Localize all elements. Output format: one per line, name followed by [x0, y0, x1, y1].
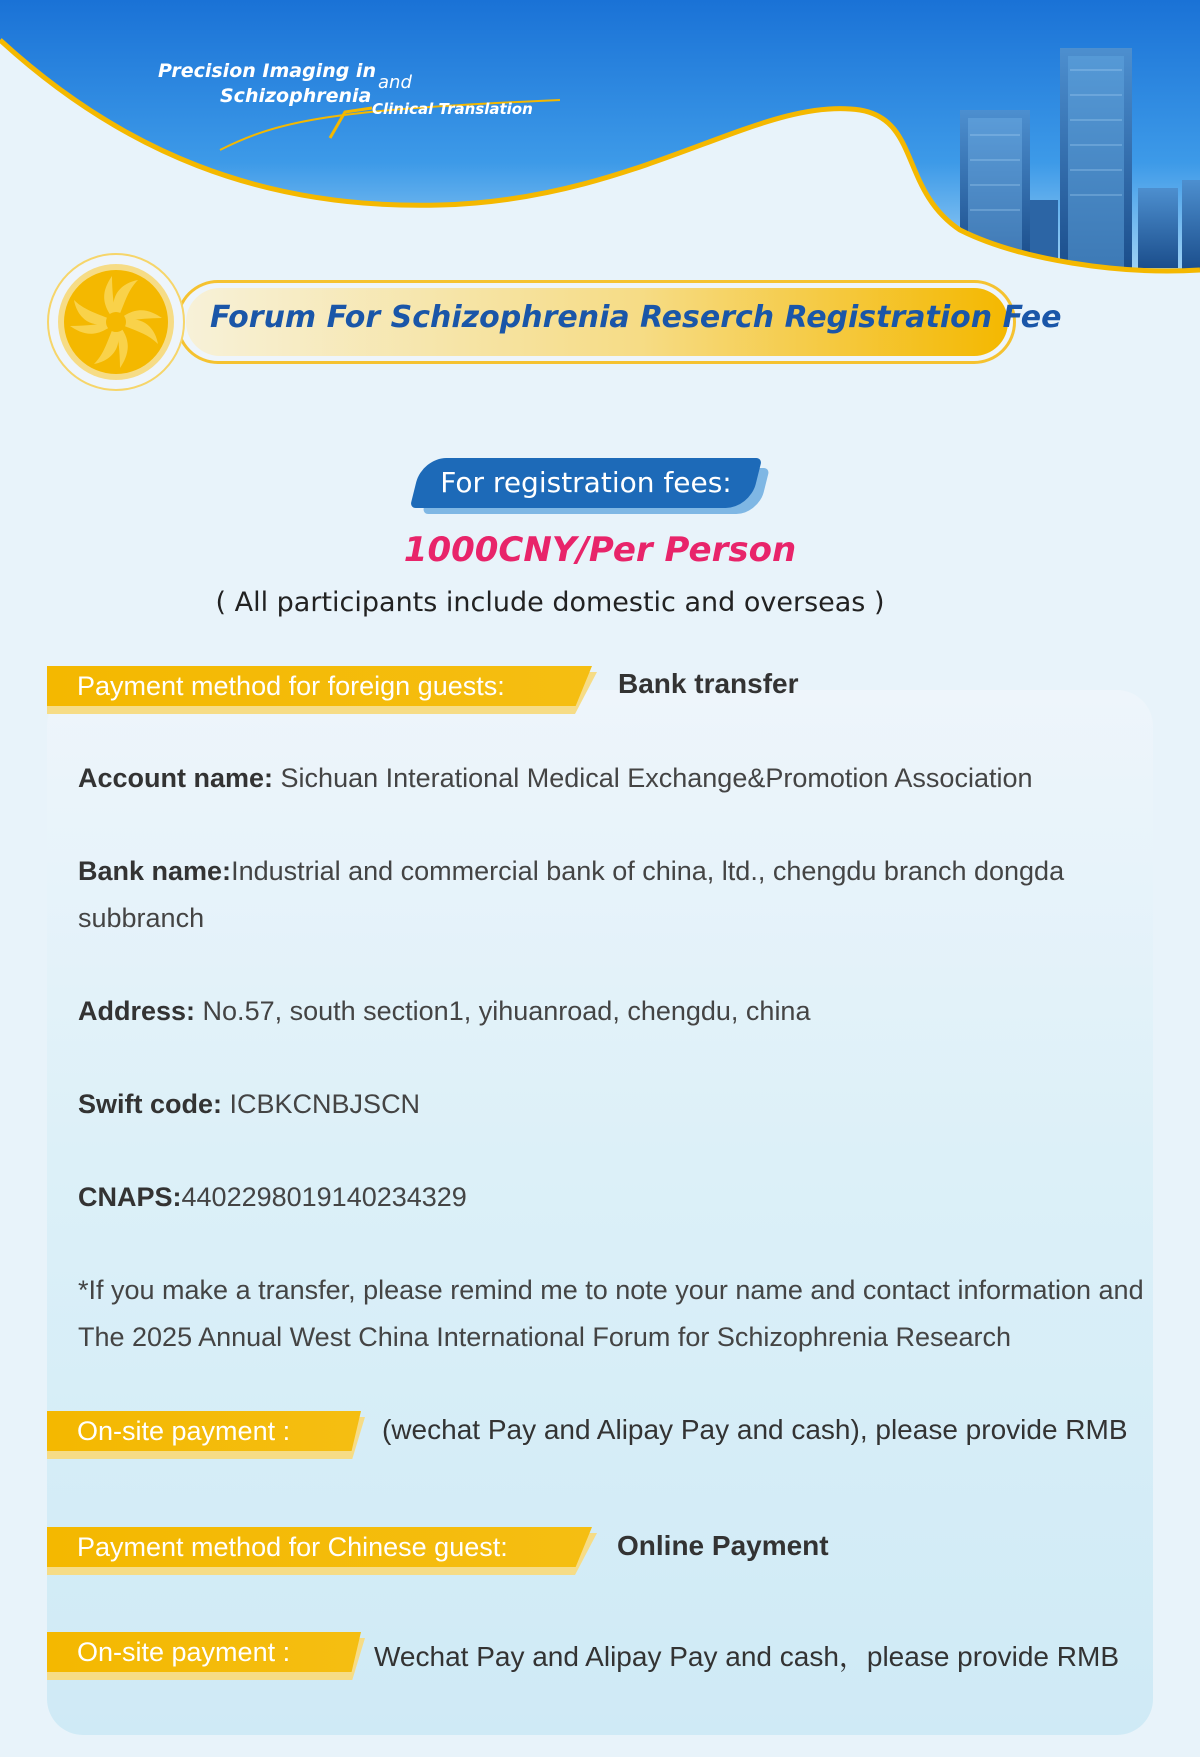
cnaps-value: 440229801914023432​9 [181, 1182, 467, 1212]
address-value: No.57, south section1, yihuanroad, chengdu, china [202, 996, 811, 1026]
bank-name-row [78, 848, 1138, 942]
page-title: Forum For Schizophrenia Reserch Registration Fee [210, 300, 1062, 335]
swift-code-label: Swift code: [78, 1089, 223, 1119]
chinese-onsite-value: Wechat Pay and Alipay Pay and cash，please provide RMB [374, 1641, 1120, 1672]
bank-name-value: Industrial and commercial bank of china, ltd., chengdu branch dongda subbranch [78, 856, 1065, 933]
address-label: Address: [78, 996, 196, 1026]
fee-amount: 1000CNY/Per Person [403, 530, 797, 570]
sun-icon [46, 252, 186, 392]
account-name-label: Account name: [78, 763, 274, 793]
chinese-payment-label: Payment method for Chinese guest: [77, 1532, 508, 1562]
foreign-onsite-label: On-site payment : [77, 1416, 291, 1446]
logo-line2: Schizophrenia [220, 85, 372, 107]
chinese-payment-ribbon [47, 1527, 597, 1575]
logo-subtitle: Clinical Translation [372, 100, 533, 118]
foreign-payment-label: Payment method for foreign guests: [77, 671, 505, 701]
logo-line1: Precision Imaging in [158, 60, 376, 82]
foreign-onsite-value: (wechat Pay and Alipay Pay and cash), please provide RMB [382, 1414, 1128, 1445]
foreign-onsite-ribbon [47, 1411, 365, 1459]
account-name-value: Sichuan Interational Medical Exchange&Promotion Association [280, 763, 1033, 793]
cnaps-row [78, 1174, 1148, 1221]
transfer-note: *If you make a transfer, please remind me to note your name and contact information and The 2025 Annual West China International Forum for Schizophrenia Research [78, 1275, 1144, 1352]
account-name-row [78, 755, 1148, 802]
foreign-payment-method: Bank transfer [618, 668, 799, 699]
address-row [78, 988, 1148, 1035]
chinese-payment-method: Online Payment [617, 1530, 829, 1561]
fee-note: ( All participants include domestic and overseas ) [215, 587, 885, 618]
logo-and: and [378, 72, 412, 93]
chinese-onsite-label: On-site payment : [77, 1637, 291, 1667]
title-ribbon [46, 252, 1062, 392]
fee-label: For registration fees: [440, 466, 732, 499]
chinese-onsite-ribbon [47, 1632, 365, 1680]
swift-code-value: ICBKCNBJSCN [229, 1089, 421, 1119]
fee-label-tag [416, 458, 766, 514]
swift-code-row [78, 1081, 1148, 1128]
foreign-payment-ribbon [47, 666, 597, 714]
cnaps-label: CNAPS: [78, 1182, 182, 1212]
bank-name-label: Bank name: [78, 856, 232, 886]
